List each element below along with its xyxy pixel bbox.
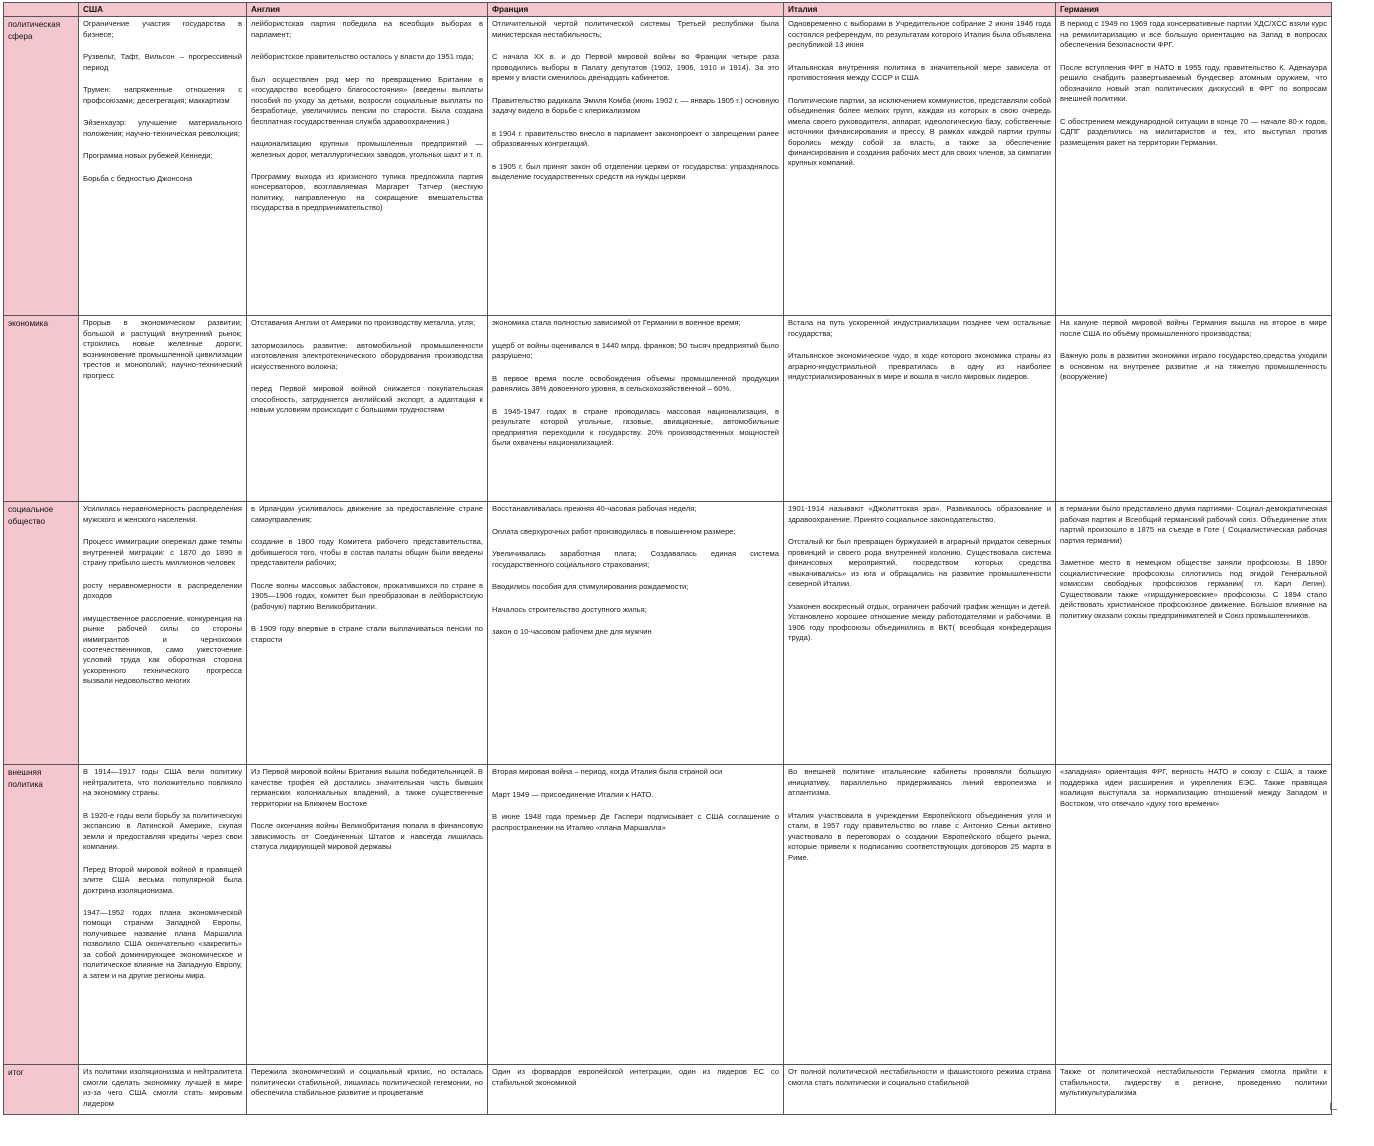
- cell-paragraph: Перед Второй мировой войной в правящей элите США весьма популярной была доктрина изоляционизма.: [83, 864, 242, 895]
- cell-paragraph: лейбористская партия победила на всеобщих выборах в парламент;: [251, 19, 483, 39]
- cell-paragraph: Заметное место в немецком обществе заняли профсоюзы. В 1890г социалистические профсоюзы сплотились под эгидой Генеральной комиссии свободных профсоюзов германии( гл. Карл Легин). Существовали также «гиршдункеровские» профсоюзы. С 1894 стало действовать христианское профсоюзное движение. Большое влияние на политику оказали союзы предпринимателей и Союз промышленников.: [1060, 558, 1327, 620]
- cell-paragraph: В период с 1949 по 1969 года консервативные партии ХДС/ХСС взяли курс на ремилитаризацию и все большую ориентацию на Запад в вопросах обеспечения безопасности ФРГ.: [1060, 19, 1327, 50]
- cell-paragraph: С начала XX в. и до Первой мировой войны во Франции четыре раза проводились выборы в Палату депутатов (1902, 1906, 1910 и 1914). За это время у власти сменилось двенадцать кабинетов.: [492, 52, 779, 83]
- cell-result-italy: [784, 1065, 1056, 1115]
- header-usa: США: [79, 3, 247, 17]
- table-row-result: [4, 1065, 1332, 1115]
- cell-paragraph: После вступления ФРГ в НАТО в 1955 году, правительство К. Аденауэра решило снабдить развертываемый бундесвер атомным оружием, что обозначило новый этап политических дискуссий в ФРГ по вопросам внешней политики.: [1060, 62, 1327, 104]
- cell-paragraph: В 1909 году впервые в стране стали выплачиваться пенсии по старости: [251, 624, 483, 644]
- header-row: [4, 3, 1332, 17]
- cell-paragraph: лейбористское правительство осталось у власти до 1951 года;: [251, 52, 474, 62]
- cell-paragraph: Из Первой мировой войны Британия вышла победительницей. В качестве трофея ей достались значительная часть бывших германских колониальных владений, а также существенные территории на Ближнем Востоке: [251, 767, 483, 808]
- table-row-foreign-policy: [4, 765, 1332, 1065]
- cell-paragraph: После волны массовых забастовок, прокатившихся по стране в 1905—1906 годах, комитет был преобразован в лейбористскую (рабочую) партию Великобритании.: [251, 580, 483, 611]
- cell-paragraph: Из политики изоляционизма и нейтралитета смогли сделать экономику лучшей в мире из-за чего США смогли стать мировым лидером: [83, 1067, 242, 1108]
- header-england: Англия: [247, 3, 488, 17]
- cell-paragraph: В 1914—1917 годы США вели политику нейтралитета, что положительно повлияло на экономику страны.: [83, 767, 242, 798]
- cell-politics-italy: [784, 17, 1056, 316]
- cell-paragraph: Восстанавливалась прежняя 40-часовая рабочая неделя;: [492, 504, 697, 514]
- cell-paragraph: Прорыв в экономическом развитии; большой и растущий внутренний рынок; строились новые железные дороги; возникновение промышленной цивилизации трестов и монополий; научно-технический прогресс: [83, 318, 242, 380]
- cell-paragraph: закон о 10-часовом рабочем дне для мужчин: [492, 627, 652, 637]
- cell-foreign-policy-usa: [79, 765, 247, 1065]
- table-resize-handle[interactable]: [1330, 1103, 1337, 1110]
- cell-paragraph: 1901-1914 называют «Джолиттская эра». Развивалось образование и здравоохранение. Принято социальное законодательство.: [788, 504, 1051, 524]
- cell-paragraph: в 1905 г. был принят закон об отделении церкви от государства: упразднялось выделение государственных средств на нужды церкви: [492, 161, 779, 181]
- comparison-table: [3, 2, 1332, 1115]
- cell-foreign-policy-england: [247, 765, 488, 1065]
- cell-paragraph: Программу выхода из кризисного тупика предложила партия консерваторов, возглавляемая Маргарет Тэтчер (жесткую политику, направленную на сокращение вмешательства государства в предпринимательство): [251, 172, 483, 213]
- cell-paragraph: Итальянское экономическое чудо, в ходе которого экономика страны из аграрно-индустриальной превратилась в одну из наиболее индустриализированных в мире и вошла в число мировых лидеров.: [788, 351, 1051, 382]
- header-france: Франция: [488, 3, 784, 17]
- cell-paragraph: Узаконен воскресный отдых, ограничен рабочий график женщин и детей. Установлено хорошее отношение между работодателями и рабочими. В 1906 году профсоюзы объединились в ВКТ( всеобщая конфедерация труда).: [788, 601, 1051, 642]
- cell-foreign-policy-france: [488, 765, 784, 1065]
- header-italy: Италия: [784, 3, 1056, 17]
- cell-paragraph: перед Первой мировой войной снижается покупательская способность, затрудняется английский экспорт, а адаптация к новым условиям происходит с большими трудностями: [251, 384, 483, 415]
- cell-society-germany: [1056, 502, 1332, 765]
- cell-society-italy: [784, 502, 1056, 765]
- cell-paragraph: В июне 1948 года премьер Де Гаспери подписывает с США соглашение о распространении на Италию «плана Маршалла»: [492, 812, 779, 832]
- cell-paragraph: Усилилась неравномерность распределения мужского и женского населения.: [83, 504, 242, 524]
- cell-paragraph: Увеличивалась заработная плата; Создавалась единая система государственного социального страхования;: [492, 549, 779, 569]
- cell-paragraph: На кануне первой мировой войны Германия вышла на второе в мире после США по объёму промышленного производства;: [1060, 318, 1327, 338]
- cell-foreign-policy-italy: [784, 765, 1056, 1065]
- row-label-economy: экономика: [4, 316, 79, 502]
- cell-paragraph: Вводились пособия для стимулирования рождаемости;: [492, 582, 689, 592]
- cell-politics-france: [488, 17, 784, 316]
- cell-economy-england: [247, 316, 488, 502]
- cell-paragraph: экономика стала полностью зависимой от Германии в военное время;: [492, 318, 741, 328]
- row-label-society: социальное общество: [4, 502, 79, 765]
- table-row-economy: [4, 316, 1332, 502]
- cell-paragraph: ущерб от войны оценивался в 1440 млрд. франков; 50 тысяч предприятий было разрушено;: [492, 340, 779, 361]
- cell-economy-france: [488, 316, 784, 502]
- cell-paragraph: Процесс иммиграции опережал даже темпы внутренней миграции: с 1870 до 1890 в страну прибыло шесть миллионов человек: [83, 537, 242, 568]
- cell-paragraph: В первое время после освобождения объемы промышленной продукции равнялись 38% довоенного уровня, в сельскохозяйственной – 60%.: [492, 373, 779, 394]
- cell-economy-usa: [79, 316, 247, 502]
- cell-paragraph: затормозилось развитие: автомобильной промышленности изготовления электротехнического оборудования производства искусственного волокна;: [251, 340, 483, 371]
- cell-society-england: [247, 502, 488, 765]
- cell-society-usa: [79, 502, 247, 765]
- cell-paragraph: Важную роль в развитии экономики играло государство,средства уходили в основном на внутренее развитие ,и на тяжелую промышленность (вооружение): [1060, 351, 1327, 382]
- cell-paragraph: Один из форвардов европейской интеграции, один из лидеров ЕС со стабильной экономикой: [492, 1067, 779, 1087]
- cell-result-usa: [79, 1065, 247, 1115]
- cell-paragraph: В 1945-1947 годах в стране проводилась массовая национализация, в результате которой угольные, газовые, авиационные, автомобильные предприятия переходили к государству. 20% производственных мощностей были охвачены национализацией.: [492, 406, 779, 448]
- cell-paragraph: Оплата сверхурочных работ производилась в повышенном размере;: [492, 526, 736, 536]
- cell-paragraph: Трумен: напряженные отношения с профсоюзами; десегрегация; маккартизм: [83, 85, 242, 105]
- cell-paragraph: Отставания Англии от Америки по производству металла, угля;: [251, 318, 476, 328]
- cell-paragraph: был осуществлен ряд мер по превращению Британии в «государство всеобщего благосостояния» (введены выплаты пособий по уходу за детьми, возросли социальные выплаты по безработице, увеличились пенсии по старости. Была создана бесплатная государственная служба здравоохранения.): [251, 74, 483, 126]
- row-label-politics: политическая сфера: [4, 17, 79, 316]
- cell-paragraph: Отсталый юг был превращен буржуазией в аграрный придаток северных провинций и своего рода внутренней колонию. Существовала система финансовых мероприятий, посредством которых средства «выкачивались» из юга и обращались на развитие промышленности северной Италии.: [788, 537, 1051, 589]
- cell-paragraph: Вторая мировая война – период, когда Италия была страной оси: [492, 767, 723, 777]
- cell-paragraph: Италия участвовала в учреждении Европейского объединения угля и стали, в 1957 году правительство во главе с Антонио Сеньи активно участвовало в переговорах о создании Европейского общего рынка, которые привели к подписанию соответствующих договоров 25 марта в Риме.: [788, 810, 1051, 862]
- cell-paragraph: Одновременно с выборами в Учредительное собрание 2 июня 1946 года состоялся референдум, по результатам которого Италия была объявлена республикой 13 июня: [788, 19, 1051, 50]
- cell-result-france: [488, 1065, 784, 1115]
- cell-paragraph: имущественное расслоение, конкуренция на рынке рабочей силы со стороны иммигрантов и чернокожих соотечественников, само ужесточение условий труда как оборотная сторона ускоренного технического прогресса вызвали недовольство многих: [83, 613, 242, 686]
- header-corner: [4, 3, 79, 17]
- cell-result-england: [247, 1065, 488, 1115]
- cell-paragraph: В 1920-е годы вели борьбу за политическую экспансию в Латинской Америке, скупая земли и предоставляя кредиты через свои компании.: [83, 810, 242, 852]
- cell-paragraph: Борьба с бедностью Джонсона: [83, 173, 193, 183]
- cell-paragraph: Правительство радикала Эмиля Комба (июнь 1902 г. — январь 1905 г.) основную задачу видело в борьбе с клерикализмом: [492, 95, 779, 116]
- cell-foreign-policy-germany: [1056, 765, 1332, 1065]
- cell-politics-usa: [79, 17, 247, 316]
- cell-paragraph: в 1904 г. правительство внесло в парламент законопроект о запрещении ранее образованных конгрегаций.: [492, 128, 779, 149]
- cell-paragraph: в Ирландии усиливалось движение за предоставление стране самоуправления;: [251, 504, 483, 524]
- cell-politics-england: [247, 17, 488, 316]
- cell-paragraph: Началось строительство доступного жилья;: [492, 604, 647, 614]
- cell-society-france: [488, 502, 784, 765]
- cell-politics-germany: [1056, 17, 1332, 316]
- row-label-result: итог: [4, 1065, 79, 1115]
- cell-paragraph: Эйзенхауэр: улучшение материального положения; научно-техническая революция;: [83, 118, 242, 138]
- cell-paragraph: Политические партии, за исключением коммунистов, представляли собой объединения более мелких групп, каждая из которых в свою очередь имела своего руководителя, аппарат, идеологическую базу, собственные источники финансирования и прессу. В рамках каждой партии группы боролись между собой за власть, а также за обеспечение финансирования и создания рабочих мест для своих членов, за симпатии крупных компаний.: [788, 95, 1051, 168]
- cell-paragraph: Рузвельт, Тафт, Вильсон – прогрессивный период: [83, 52, 242, 72]
- cell-result-germany: [1056, 1065, 1332, 1115]
- cell-paragraph: 1947—1952 годах плана экономической помощи странам Западной Европы, получившее название плана Маршалла позволило США окончательно «закрепить» за собой доминирующее экономическое и политическое влияние на Западную Европу, а затем и на другие регионы мира.: [83, 908, 242, 980]
- cell-economy-germany: [1056, 316, 1332, 502]
- header-germany: Германия: [1056, 3, 1332, 17]
- cell-paragraph: Итальянская внутренняя политика в значительной мере зависела от противостояния между СССР и США: [788, 62, 1051, 83]
- table-row-society: [4, 502, 1332, 765]
- cell-paragraph: Во внешней политике итальянские кабинеты проявляли большую инициативу, параллельно придерживаясь линий европеизма и атлантизма.: [788, 767, 1051, 798]
- row-label-foreign-policy: внешняя политика: [4, 765, 79, 1065]
- cell-paragraph: национализацию крупных промышленных предприятий — железных дорог, металлургических заводов, угольных шахт и т. п.: [251, 139, 483, 159]
- cell-paragraph: С обострением международной ситуации в конце 70 — начале 80-х годов, СДПГ разделились на милитаристов и тех, кто выступал против размещения ракет на территории Германии.: [1060, 116, 1327, 147]
- cell-paragraph: в германии было представлено двумя партиями- Социал-демократическая рабочая партия и Всеобщий германский рабочий союз. Объединение этих партий произошло в 1875 на съезде в Готе ( Социалистическая рабочая партия германии): [1060, 504, 1327, 545]
- cell-economy-italy: [784, 316, 1056, 502]
- cell-paragraph: Встала на путь ускоренной индустриализации позднее чем остальные государства;: [788, 318, 1051, 338]
- table-row-politics: [4, 17, 1332, 316]
- cell-paragraph: Пережила экономический и социальный кризис, но осталась политически стабильной, лишилась политической гегемонии, но обеспечила стабильное развитие и процветание: [251, 1067, 483, 1098]
- cell-paragraph: создание в 1900 году Комитета рабочего представительства, добившегося того, чтобы в состав палаты общин были введены представители рабочих;: [251, 537, 483, 568]
- cell-paragraph: От полной политической нестабильности и фашистского режима страна смогла стать политически и социально стабильной: [788, 1067, 1051, 1087]
- cell-paragraph: Также от политической нестабильности Германия смогла прийти к стабильности, лидерству в регионе, проведению политики мультикультурализма: [1060, 1067, 1327, 1098]
- cell-paragraph: Март 1949 — присоединение Италии к НАТО.: [492, 789, 654, 799]
- cell-paragraph: Ограничение участия государства в бизнесе;: [83, 19, 242, 39]
- cell-paragraph: Программа новых рубежей Кеннеди;: [83, 151, 213, 161]
- cell-paragraph: Отличительной чертой политической системы Третьей республики была министерская нестабильность;: [492, 19, 779, 39]
- cell-paragraph: росту неравномерности в распределении доходов: [83, 580, 242, 601]
- cell-paragraph: После окончания войны Великобритания попала в финансовую зависимость от Соединенных Штатов и навсегда лишилась статуса лидирующей мировой державы: [251, 821, 483, 852]
- cell-paragraph: «западная» ориентация ФРГ, верность НАТО и союзу с США, а также поддержка идеи расширения и укрепления ЕЭС. Также правящая коалиция выступала за нормализацию отношений между Западом и Востоком, что отвечало «духу того времени»: [1060, 767, 1327, 808]
